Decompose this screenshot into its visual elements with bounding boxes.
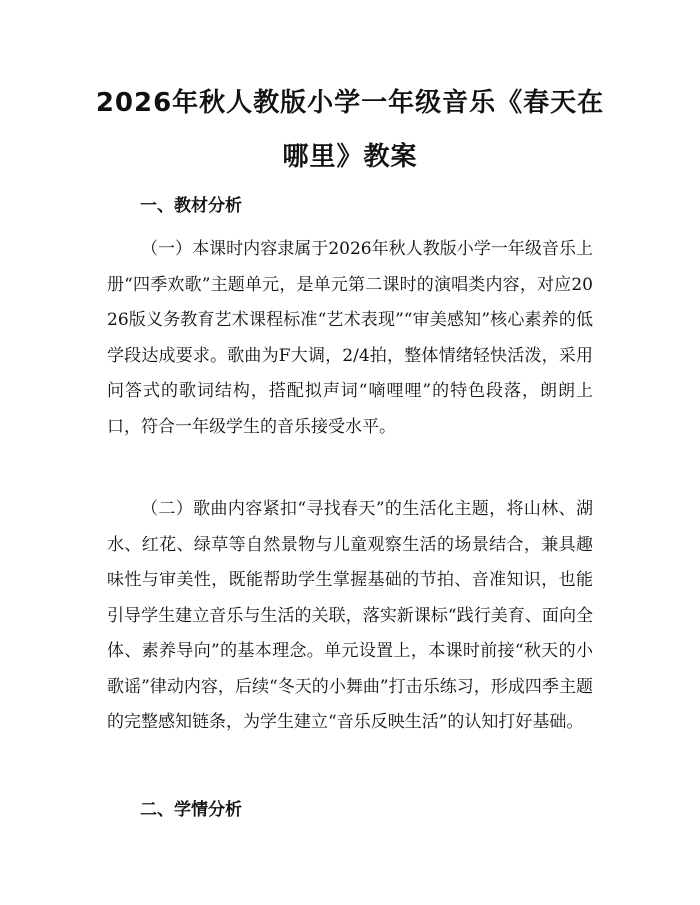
section-heading-learner-analysis: 二、学情分析 <box>140 800 242 820</box>
section-heading-textbook-analysis: 一、教材分析 <box>140 196 242 216</box>
document-title: 2026年秋人教版小学一年级音乐《春天在哪里》教案 <box>95 88 605 172</box>
paragraph-2: （二）歌曲内容紧扣“寻找春天”的生活化主题，将山林、湖水、红花、绿草等自然景物与儿童观察生活的场景结合，兼具趣味性与审美性，既能帮助学生掌握基础的节拍、音准知识，也能引导学生建立音乐与生活的关联，落实新课标“践行美育、面向全体、素养导向”的基本理念。单元设置上，本课时前接“秋天的小歌谣”律动内容，后续“冬天的小舞曲”打击乐练习，形成四季主题的完整感知链条，为学生建立“音乐反映生活”的认知打好基础。 <box>107 499 593 732</box>
paragraph-1: （一）本课时内容隶属于2026年秋人教版小学一年级音乐上册“四季欢歌”主题单元，是单元第二课时的演唱类内容，对应2026版义务教育艺术课程标准“艺术表现”“审美感知”核心素养的低学段达成要求。歌曲为F大调，2/4拍，整体情绪轻快活泼，采用问答式的歌词结构，搭配拟声词“嘀哩哩”的特色段落，朗朗上口，符合一年级学生的音乐接受水平。 <box>107 239 593 437</box>
